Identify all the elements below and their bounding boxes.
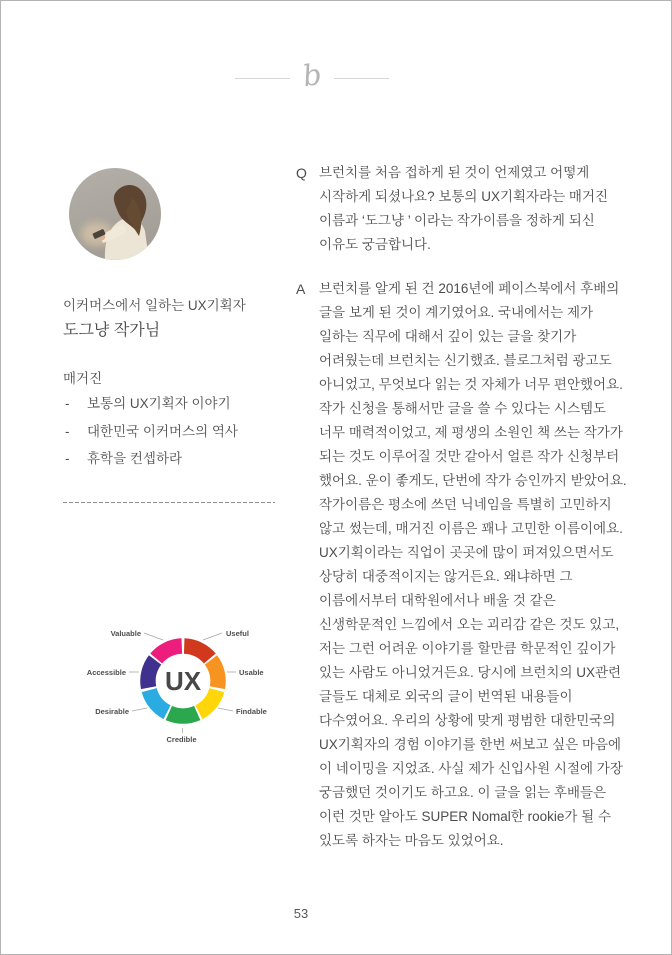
answer-line: 아니었고, 무엇보다 읽는 것 자체가 너무 편안했어요. xyxy=(319,377,623,392)
leader-findable xyxy=(218,708,233,711)
answer-line: 있도록 하자는 마음도 있었어요. xyxy=(319,833,504,848)
answer-line: 작가이름은 평소에 쓰던 닉네임을 특별히 고민하지 xyxy=(319,497,612,512)
label-accessible: Accessible xyxy=(86,668,126,677)
answer-line: 너무 매력적이었고, 제 평생의 소원인 책 쓰는 작가가 xyxy=(319,425,623,440)
answer-line: 어려웠는데 브런치는 신기했죠. 블로그처럼 광고도 xyxy=(319,353,612,368)
magazine-title: 대한민국 이커머스의 역사 xyxy=(87,423,238,439)
label-credible: Credible xyxy=(166,735,197,744)
answer-line: 않고 썼는데, 매거진 이름은 꽤나 고민한 이름이에요. xyxy=(319,521,623,536)
answer-line: 궁금했던 것이기도 하고요. 이 글을 읽는 후배들은 xyxy=(319,785,607,800)
question-line: 이름과 ‘도그냥 ’ 이라는 작가이름을 정하게 되신 xyxy=(319,213,595,228)
answer-line: UX기획이라는 직업이 곳곳에 많이 퍼져있으면서도 xyxy=(319,545,614,560)
segment-useful xyxy=(184,646,210,659)
question-label: Q xyxy=(296,165,307,181)
avatar-photo-illustration xyxy=(69,168,161,260)
page-number: 53 xyxy=(293,906,309,921)
magazine-title: 보통의 UX기획자 이야기 xyxy=(87,396,231,411)
segment-valuable xyxy=(156,646,182,659)
answer-line: 이름에서부터 대학원에서나 배울 것 같은 xyxy=(319,593,556,608)
answer-label: A xyxy=(296,281,306,297)
author-role: 이커머스에서 일하는 UX기획자 xyxy=(63,298,246,313)
list-item xyxy=(63,390,238,418)
ornament-line-right xyxy=(334,78,389,79)
ux-wheel-diagram xyxy=(86,611,286,756)
answer-line: 글들도 대체로 외국의 글이 번역된 내용들이 xyxy=(319,689,573,704)
label-valuable: Valuable xyxy=(110,629,141,638)
label-findable: Findable xyxy=(236,707,267,716)
answer-line: 작가 신청을 통해서만 글을 쓸 수 있다는 시스템도 xyxy=(319,401,607,416)
list-item xyxy=(63,418,238,446)
answer-line: 다수였어요. 우리의 상황에 맞게 평범한 대한민국의 xyxy=(319,713,616,728)
answer-line: 브런치를 알게 된 건 2016년에 페이스북에서 후배의 xyxy=(319,281,620,296)
magazine-title: 휴학을 컨셉하라 xyxy=(87,451,183,466)
answer-line: UX기획자의 경험 이야기를 한번 써보고 싶은 마음에 xyxy=(319,737,622,752)
question-line: 시작하게 되셨나요? 보통의 UX기획자라는 매거진 xyxy=(319,189,609,204)
author-name: 도그냥 작가님 xyxy=(63,322,161,339)
answer-line: 이런 것만 알아도 SUPER Nomal한 rookie가 될 수 xyxy=(319,809,611,824)
answer-line: 이 네이밍을 지었죠. 사실 제가 신입사원 시절에 가장 xyxy=(319,761,623,776)
header-ornament xyxy=(231,56,393,93)
answer-line: 했어요. 운이 좋게도, 단번에 작가 승인까지 받았어요. xyxy=(319,473,627,488)
question-line: 브런치를 처음 접하게 된 것이 언제였고 어떻게 xyxy=(319,165,590,180)
segment-usable xyxy=(211,660,218,688)
leader-desirable xyxy=(132,708,147,711)
avatar xyxy=(69,168,161,260)
answer-line: 글을 보게 된 것이 계기였어요. 국내에서는 제가 xyxy=(319,305,594,320)
answer-line: 되는 것도 이루어질 것만 같아서 얼른 작가 신청부터 xyxy=(319,449,620,464)
answer-line: 신생학문적인 느낌에서 오는 괴리감 같은 것도 있고, xyxy=(319,617,620,632)
dashed-divider xyxy=(63,502,275,503)
answer-line: 저는 그런 어려운 이야기를 할만큼 학문적인 깊이가 xyxy=(319,641,616,656)
answer-line: 있는 사람도 아니었거든요. 당시에 브런치의 UX관련 xyxy=(319,665,622,680)
list-bullet: - xyxy=(65,451,70,466)
segment-findable xyxy=(199,690,217,712)
label-useful: Useful xyxy=(226,629,249,638)
leader-useful xyxy=(203,633,222,640)
leader-valuable xyxy=(144,633,163,640)
brunch-logo-icon: b xyxy=(300,56,324,93)
answer-text xyxy=(319,277,649,853)
question-text xyxy=(319,161,649,257)
magazine-list xyxy=(63,390,238,473)
answer-line: 일하는 직무에 대해서 깊이 있는 글을 찾기가 xyxy=(319,329,577,344)
list-bullet: - xyxy=(65,396,70,411)
ornament-line-left xyxy=(235,78,290,79)
magazine-heading: 매거진 xyxy=(63,371,103,386)
segment-accessible xyxy=(148,660,155,688)
label-desirable: Desirable xyxy=(95,707,129,716)
segment-credible xyxy=(169,713,197,716)
label-usable: Usable xyxy=(239,668,264,677)
answer-line: 상당히 대중적이지는 않거든요. 왜냐하면 그 xyxy=(319,569,573,584)
ux-center-label: UX xyxy=(164,666,202,696)
question-line: 이유도 궁금합니다. xyxy=(319,237,431,252)
list-item xyxy=(63,445,238,473)
list-bullet: - xyxy=(65,423,70,439)
